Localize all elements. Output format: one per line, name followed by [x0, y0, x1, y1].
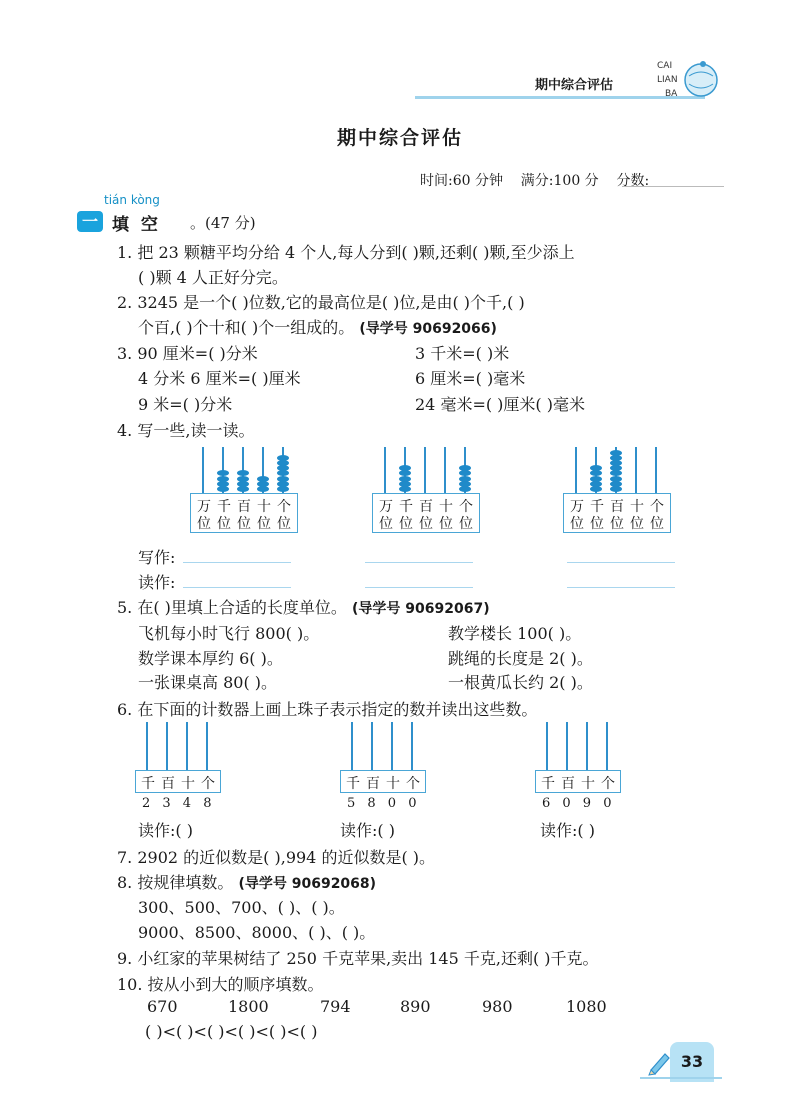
- q10-number-1: 670: [147, 997, 178, 1016]
- q6-read-1: 读作:( ): [138, 821, 193, 840]
- abacus-place-label: 千: [399, 499, 413, 515]
- q5-title-row: [117, 595, 490, 618]
- q2-guide-number: (导学号 90692066): [359, 321, 497, 337]
- abacus-bead: [277, 481, 289, 487]
- counter-rod[interactable]: [586, 722, 588, 770]
- abacus-place-label: 个: [650, 499, 664, 515]
- q10-order-line: ( )<( )<( )<( )<( )<( ): [145, 1022, 318, 1041]
- deco-letters-3: BA: [665, 89, 678, 99]
- q6-read-2: 读作:( ): [340, 821, 395, 840]
- counter-place-label: 百: [161, 776, 175, 792]
- abacus-3: [563, 447, 669, 537]
- abacus-bead: [399, 476, 411, 482]
- section-score: 。(47 分): [190, 214, 256, 232]
- counter-place-label: 十: [181, 776, 195, 792]
- q10-number-3: 794: [320, 997, 351, 1016]
- abacus-place-unit: 位: [570, 516, 584, 532]
- abacus-place-unit: 位: [237, 516, 251, 532]
- abacus-place-label: 百: [419, 499, 433, 515]
- abacus-place-label: 十: [257, 499, 271, 515]
- abacus-place-unit: 位: [257, 516, 271, 532]
- abacus-place-label: 十: [439, 499, 453, 515]
- section-number-badge: 一: [77, 211, 103, 232]
- score-label: 分数:: [616, 173, 650, 189]
- counter-place-label: 个: [201, 776, 215, 792]
- exam-meta: [420, 170, 649, 190]
- abacus-bead: [217, 486, 229, 492]
- deco-letters-2: LIAN: [657, 75, 678, 85]
- q5-title: 5. 在( )里填上合适的长度单位。: [117, 598, 347, 617]
- abacus-2: [372, 447, 478, 537]
- abacus-bead: [257, 476, 269, 482]
- counter-rod[interactable]: [411, 722, 413, 770]
- abacus-bead: [610, 481, 622, 487]
- counter-place-label: 个: [601, 776, 615, 792]
- counter-place-label: 十: [386, 776, 400, 792]
- abacus-place-label: 千: [590, 499, 604, 515]
- abacus-bead: [237, 476, 249, 482]
- abacus-bead: [459, 476, 471, 482]
- abacus-place-unit: 位: [459, 516, 473, 532]
- abacus-bead: [610, 470, 622, 476]
- score-input-line[interactable]: [622, 186, 724, 187]
- abacus-bead: [399, 486, 411, 492]
- q3-item-3: 4 分米 6 厘米=( )厘米: [138, 369, 301, 388]
- q10-number-2: 1800: [228, 997, 269, 1016]
- abacus-place-label: 千: [217, 499, 231, 515]
- q10-number-5: 980: [482, 997, 513, 1016]
- abacus-place-unit: 位: [610, 516, 624, 532]
- page-number-rule: [640, 1077, 722, 1079]
- counter-target-number: 6 0 9 0: [542, 796, 616, 811]
- counter-place-label: 百: [561, 776, 575, 792]
- abacus-rod: [575, 447, 577, 493]
- q5-guide-number: (导学号 90692067): [352, 601, 490, 617]
- abacus-place-unit: 位: [399, 516, 413, 532]
- abacus-place-unit: 位: [439, 516, 453, 532]
- header-title: 期中综合评估: [535, 78, 614, 93]
- counter-label-box: [340, 770, 426, 793]
- abacus-place-label: 百: [610, 499, 624, 515]
- counter-place-label: 个: [406, 776, 420, 792]
- counter-rod[interactable]: [186, 722, 188, 770]
- q2-text: 个百,( )个十和( )个一组成的。: [138, 318, 355, 337]
- q8-line-1: 300、500、700、( )、( )。: [138, 898, 345, 917]
- abacus-place-label: 万: [197, 499, 211, 515]
- q8-guide-number: (导学号 90692068): [238, 876, 377, 892]
- q3-item-2: 3 千米=( )米: [415, 344, 510, 363]
- q5-item-4: 跳绳的长度是 2( )。: [448, 649, 593, 668]
- q3-item-5: 9 米=( )分米: [138, 395, 233, 414]
- q4-read-label: 读作:: [138, 573, 176, 592]
- q8-line-2: 9000、8500、8000、( )、( )。: [138, 923, 376, 942]
- counter-rod[interactable]: [391, 722, 393, 770]
- abacus-bead: [459, 486, 471, 492]
- q3-item-6: 24 毫米=( )厘米( )毫米: [415, 395, 585, 414]
- abacus-bead: [590, 486, 602, 492]
- q5-item-6: 一根黄瓜长约 2( )。: [448, 673, 593, 692]
- abacus-place-unit: 位: [217, 516, 231, 532]
- q3-item-4: 6 厘米=( )毫米: [415, 369, 526, 388]
- abacus-bead: [257, 481, 269, 487]
- abacus-rod: [202, 447, 204, 493]
- counter-rod[interactable]: [566, 722, 568, 770]
- abacus-rod: [635, 447, 637, 493]
- q9-text: 9. 小红家的苹果树结了 250 千克苹果,卖出 145 千克,还剩( )千克。: [117, 949, 599, 968]
- abacus-rod: [424, 447, 426, 493]
- abacus-bead: [237, 486, 249, 492]
- q7-text: 7. 2902 的近似数是( ),994 的近似数是( )。: [117, 848, 436, 867]
- abacus-bead: [459, 481, 471, 487]
- abacus-place-unit: 位: [419, 516, 433, 532]
- counter-rod[interactable]: [206, 722, 208, 770]
- abacus-bead: [277, 470, 289, 476]
- counter-place-label: 千: [141, 776, 155, 792]
- counter-rod[interactable]: [166, 722, 168, 770]
- read-line-2[interactable]: [365, 587, 473, 588]
- section-pinyin: tián kòng: [104, 193, 160, 207]
- abacus-place-label: 十: [630, 499, 644, 515]
- q10-number-4: 890: [400, 997, 431, 1016]
- read-line-1[interactable]: [183, 587, 291, 588]
- q3-item-1: 3. 90 厘米=( )分米: [117, 344, 258, 363]
- q6-title: 6. 在下面的计数器上画上珠子表示指定的数并读出这些数。: [117, 700, 538, 719]
- abacus-label-box: [190, 493, 298, 533]
- abacus-place-unit: 位: [590, 516, 604, 532]
- abacus-bead: [217, 476, 229, 482]
- counter-label-box: [135, 770, 221, 793]
- counter-1[interactable]: [135, 722, 230, 812]
- pencil-icon: [645, 1048, 673, 1076]
- q6-read-3: 读作:( ): [540, 821, 595, 840]
- write-line-1[interactable]: [183, 562, 291, 563]
- abacus-place-unit: 位: [650, 516, 664, 532]
- abacus-rod: [384, 447, 386, 493]
- abacus-place-label: 个: [459, 499, 473, 515]
- counter-place-label: 百: [366, 776, 380, 792]
- abacus-bead: [610, 486, 622, 492]
- counter-rod[interactable]: [351, 722, 353, 770]
- abacus-label-box: [372, 493, 480, 533]
- abacus-place-unit: 位: [197, 516, 211, 532]
- abacus-bead: [217, 470, 229, 476]
- counter-place-label: 千: [346, 776, 360, 792]
- counter-3[interactable]: [535, 722, 630, 812]
- abacus-bead: [277, 476, 289, 482]
- abacus-place-label: 万: [570, 499, 584, 515]
- page-number: 33: [670, 1042, 714, 1082]
- abacus-bead: [459, 470, 471, 476]
- abacus-place-unit: 位: [277, 516, 291, 532]
- counter-place-label: 千: [541, 776, 555, 792]
- full-score: 满分:100 分: [520, 173, 599, 189]
- q1-line-2: ( )颗 4 人正好分完。: [138, 268, 288, 287]
- globe-mascot-icon: [645, 50, 725, 108]
- abacus-bead: [237, 481, 249, 487]
- write-line-2[interactable]: [365, 562, 473, 563]
- abacus-place-unit: 位: [379, 516, 393, 532]
- q5-item-5: 一张课桌高 80( )。: [138, 673, 278, 692]
- counter-target-number: 5 8 0 0: [347, 796, 421, 811]
- q2-line-2: [138, 315, 497, 338]
- q4-write-label: 写作:: [138, 548, 176, 567]
- q8-title-row: [117, 870, 376, 893]
- read-line-3[interactable]: [567, 587, 675, 588]
- write-line-3[interactable]: [567, 562, 675, 563]
- counter-rod[interactable]: [546, 722, 548, 770]
- abacus-place-label: 万: [379, 499, 393, 515]
- abacus-place-unit: 位: [630, 516, 644, 532]
- abacus-label-box: [563, 493, 671, 533]
- abacus-bead: [277, 455, 289, 461]
- q5-item-1: 飞机每小时飞行 800( )。: [138, 624, 320, 643]
- q4-title: 4. 写一些,读一读。: [117, 421, 255, 440]
- abacus-place-label: 个: [277, 499, 291, 515]
- abacus-bead: [399, 481, 411, 487]
- counter-place-label: 十: [581, 776, 595, 792]
- counter-target-number: 2 3 4 8: [142, 796, 216, 811]
- counter-rod[interactable]: [606, 722, 608, 770]
- section-title: 填 空: [112, 215, 161, 235]
- abacus-1: [190, 447, 296, 537]
- page-title: 期中综合评估: [336, 127, 463, 149]
- abacus-bead: [590, 481, 602, 487]
- q10-number-6: 1080: [566, 997, 607, 1016]
- counter-rod[interactable]: [371, 722, 373, 770]
- abacus-bead: [610, 460, 622, 466]
- abacus-rod: [444, 447, 446, 493]
- abacus-bead: [590, 470, 602, 476]
- q5-item-3: 数学课本厚约 6( )。: [138, 649, 283, 668]
- abacus-bead: [277, 486, 289, 492]
- abacus-bead: [610, 476, 622, 482]
- q8-title: 8. 按规律填数。: [117, 873, 234, 892]
- counter-2[interactable]: [340, 722, 435, 812]
- counter-rod[interactable]: [146, 722, 148, 770]
- deco-letters-1: CAI: [657, 61, 673, 71]
- abacus-bead: [610, 455, 622, 461]
- q1-line-1: 1. 把 23 颗糖平均分给 4 个人,每人分到( )颗,还剩( )颗,至少添上: [117, 243, 575, 262]
- abacus-bead: [277, 460, 289, 466]
- abacus-bead: [257, 486, 269, 492]
- abacus-bead: [610, 450, 622, 456]
- counter-label-box: [535, 770, 621, 793]
- abacus-bead: [590, 476, 602, 482]
- q10-title: 10. 按从小到大的顺序填数。: [117, 975, 324, 994]
- abacus-bead: [237, 470, 249, 476]
- abacus-bead: [399, 470, 411, 476]
- abacus-place-label: 百: [237, 499, 251, 515]
- abacus-rod: [655, 447, 657, 493]
- abacus-bead: [217, 481, 229, 487]
- q5-item-2: 教学楼长 100( )。: [448, 624, 582, 643]
- q2-line-1: 2. 3245 是一个( )位数,它的最高位是( )位,是由( )个千,( ): [117, 293, 525, 312]
- time-limit: 时间:60 分钟: [420, 173, 503, 189]
